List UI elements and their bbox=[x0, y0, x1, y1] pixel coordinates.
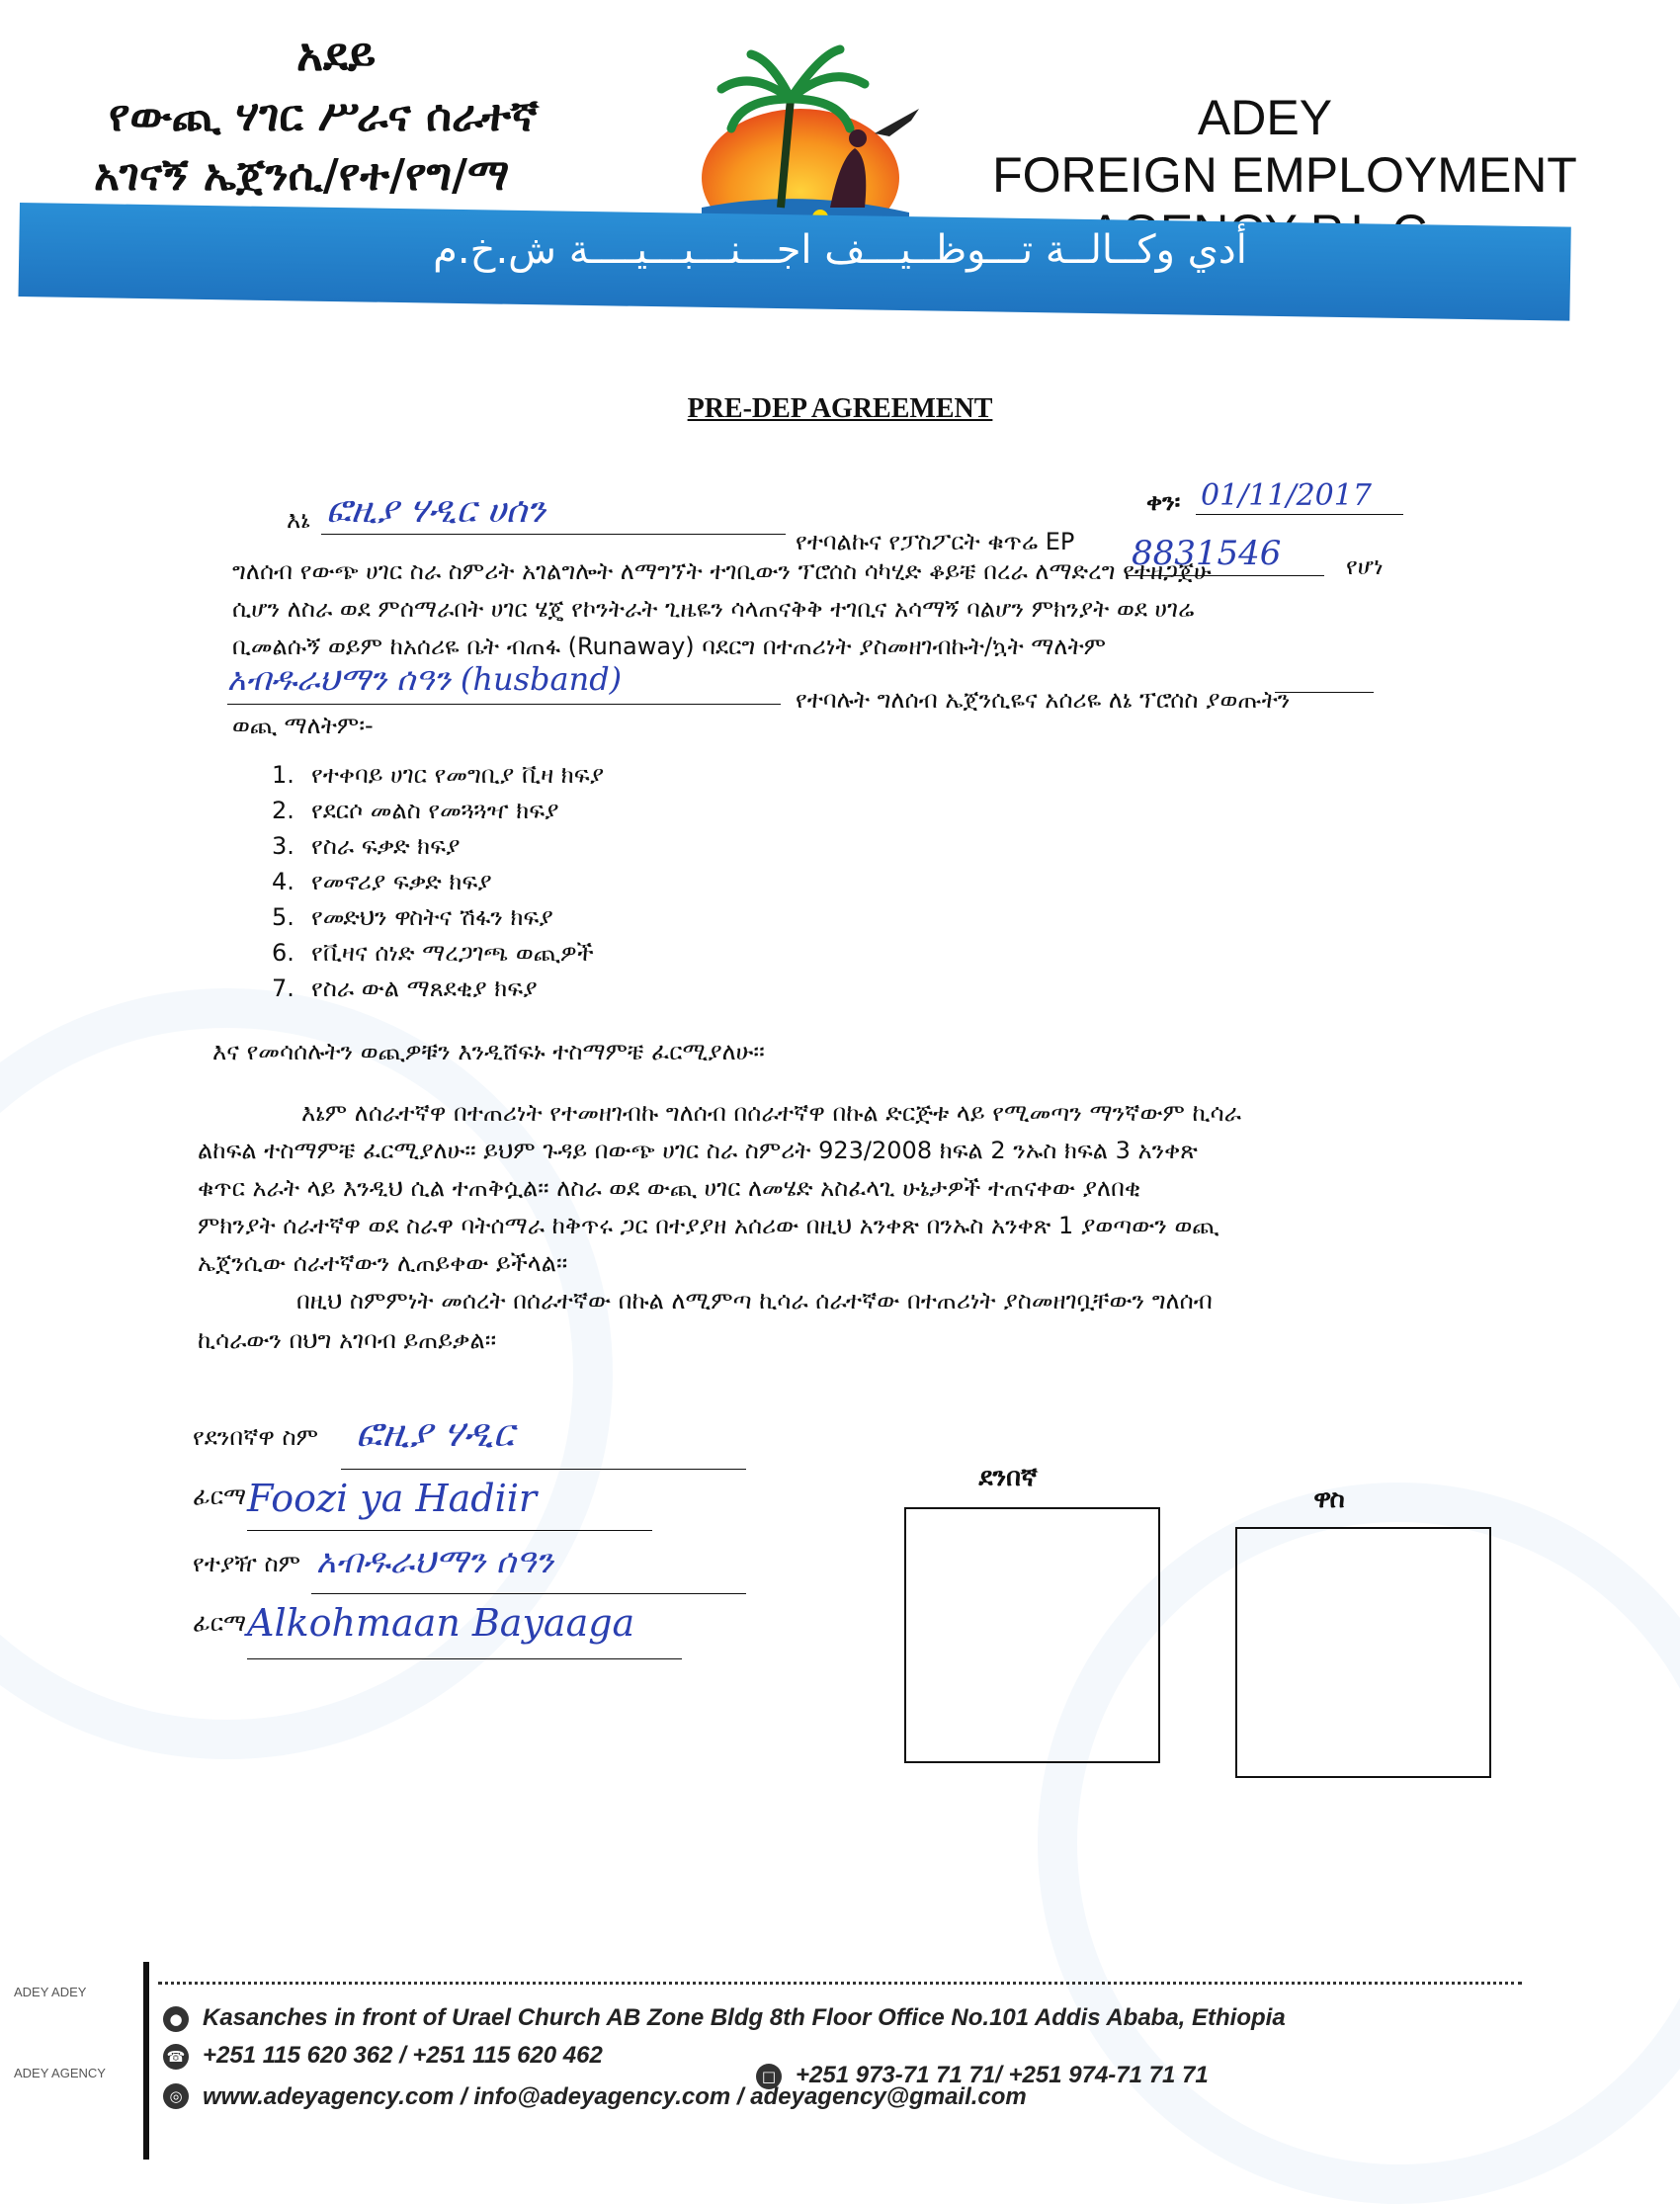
header-am-line2: የውጪ ሃገር ሥራና ሰራተኛ bbox=[109, 91, 539, 141]
date-underline bbox=[1196, 514, 1403, 515]
text-ine: እኔ bbox=[287, 506, 310, 534]
list-item: 3. የስራ ፍቃድ ክፍያ bbox=[272, 832, 461, 860]
paragraph2-line4: ምክንያት ሰራተኛዋ ወደ ስራዋ ባትሰማራ ከቅጥሩ ጋር በተያያዘ አሰሪው በዚህ አንቀጽ በንኡስ አንቀጽ 1 ያወጣውን ወጪ bbox=[198, 1212, 1219, 1239]
location-icon: ● bbox=[163, 2006, 189, 2032]
footer-mobiles: +251 973-71 71 71/ +251 974-71 71 71 bbox=[796, 2062, 1209, 2088]
guarantor-box-label: ዋስ bbox=[1313, 1484, 1345, 1514]
guarantor-sign-label: ፊርማ bbox=[193, 1609, 247, 1637]
header-arabic-text: أدي وكــالــة تـــوظــيـــف اجـــنـــبـــيــــة ش.خ.م bbox=[433, 227, 1247, 273]
guarantor-name-handwritten: አብዱራህማን ሰዓን (husband) bbox=[227, 660, 623, 698]
list-item: 1. የተቀባይ ሀገር የመግቢያ ቪዛ ክፍያ bbox=[272, 761, 605, 789]
applicant-name-underline bbox=[321, 534, 786, 535]
list-item: 6. የቪዛና ሰነድ ማረጋገጫ ወጪዎች bbox=[272, 939, 594, 967]
list-item: 5. የመድህን ዋስትና ሽፋን ክፍያ bbox=[272, 903, 553, 931]
paragraph1-line4: ቢመልሱኝ ወይም ከአሰሪዬ ቤት ብጠፋ (Runaway) ባደርግ በተጠሪነት ያስመዘገብኩት/ኳት ማለትም bbox=[232, 633, 1107, 660]
text-after-guarantor: የተባሉት ግለሰብ ኤጀንሲዬና አሰሪዬ ለኔ ፕሮሰስ ያወጡትን bbox=[796, 686, 1291, 714]
footer-address: Kasanches in front of Urael Church AB Zone Bldg 8th Floor Office No.101 Addis Ababa, Ethiopia bbox=[203, 2004, 1286, 2031]
text-after-name: የተባልኩና የፓስፖርት ቁጥሬ EP bbox=[796, 528, 1075, 555]
client-signature: Foozi ya Hadiir bbox=[247, 1477, 538, 1520]
paragraph3-line1: በዚህ ስምምነት መሰረት በሰራተኛው በኩል ለሚምጣ ኪሳራ ሰራተኛው በተጠሪነት ያስመዘገቧቸውን ግለሰብ bbox=[296, 1287, 1213, 1314]
client-thumbprint-box bbox=[904, 1507, 1160, 1763]
client-name-label: የደንበኛዋ ስም bbox=[193, 1423, 319, 1451]
header-en-line1: ADEY bbox=[1197, 90, 1333, 145]
document-title: PRE-DEP AGREEMENT bbox=[687, 393, 993, 424]
paragraph1-line2: ግለሰብ የውጭ ሀገር ስራ ስምሪት አገልግሎት ለማግኘት ተገቢውን ፕሮሰስ ሳካሂድ ቆይቼ በረራ ለማድረግ የተዘጋጀሁ bbox=[232, 557, 1212, 585]
client-sign-underline bbox=[247, 1530, 652, 1531]
guarantor-sign-underline bbox=[247, 1658, 682, 1659]
guarantor-name-line bbox=[311, 1593, 746, 1594]
footer-dotted-line bbox=[158, 1982, 1522, 1985]
guarantor-thumbprint-box bbox=[1235, 1527, 1491, 1778]
after-list-text: እና የመሳሰሉትን ወጪዎቹን እንዲሸፍኑ ተስማምቼ ፈርሚያለሁ፡፡ bbox=[212, 1038, 765, 1065]
header-am-line3: አገናኝ ኤጀንሲ/የተ/የግ/ማ bbox=[94, 150, 510, 201]
footer-side-label1: ADEY ADEY bbox=[14, 1985, 87, 1999]
guarantor-name-label: የተያዥ ስም bbox=[193, 1550, 301, 1577]
list-item: 2. የደርሶ መልስ የመጓጓዣ ክፍያ bbox=[272, 797, 559, 824]
client-box-label: ደንበኛ bbox=[978, 1463, 1038, 1492]
guarantor-name-underline bbox=[227, 704, 781, 705]
guarantor-name-signature-block: አብዱራህማን ሰዓን bbox=[316, 1542, 553, 1581]
paragraph2-line1: እኔም ለሰራተኛዋ በተጠሪነት የተመዘገብኩ ግለሰብ በሰራተኛዋ በኩል ድርጅቱ ላይ የሚመጣን ማንኛውም ኪሳራ bbox=[301, 1099, 1241, 1127]
phone-icon: ☎ bbox=[163, 2044, 189, 2070]
header-am-line1: አደይ bbox=[296, 28, 377, 81]
header-en-line2: FOREIGN EMPLOYMENT bbox=[992, 147, 1577, 203]
passport-number-handwritten: 8831546 bbox=[1132, 534, 1282, 573]
client-name-handwritten: ፎዚያ ሃዲር bbox=[356, 1411, 515, 1455]
guarantor-signature: Alkohmaan Bayaaga bbox=[247, 1601, 635, 1645]
client-sign-label: ፊርማ bbox=[193, 1483, 247, 1510]
paragraph2-line5: ኤጀንሲው ሰራተኛውን ሊጠይቀው ይችላል፡፡ bbox=[198, 1249, 568, 1277]
paragraph2-line3: ቁጥር አራት ላይ እንዲህ ሲል ተጠቅሷል፡፡ ለስራ ወደ ውጪ ሀገር ለመሄድ አስፈላጊ ሁኔታዎች ተጠናቀው ያለበቂ bbox=[198, 1174, 1141, 1202]
applicant-name-handwritten: ፎዚያ ሃዲር ሀሰን bbox=[326, 490, 546, 531]
mobile-icon: □ bbox=[756, 2064, 782, 2089]
list-item: 7. የስራ ውል ማጸደቂያ ክፍያ bbox=[272, 975, 538, 1002]
paragraph2-line2: ልከፍል ተስማምቼ ፈርሚያለሁ፡፡ ይህም ጉዳይ በውጭ ሀገር ስራ ስምሪት 923/2008 ክፍል 2 ንኡስ ክፍል 3 አንቀጽ bbox=[198, 1137, 1198, 1164]
paragraph3-line2: ኪሳራውን በህግ አገባብ ይጠይቃል፡፡ bbox=[198, 1326, 497, 1354]
paragraph1-line6: ወጪ ማለትም፡- bbox=[232, 712, 374, 739]
date-value: 01/11/2017 bbox=[1201, 478, 1372, 513]
footer-vertical-bar bbox=[143, 1962, 149, 2160]
footer-web: www.adeyagency.com / info@adeyagency.com / adeyagency@gmail.com bbox=[203, 2083, 1027, 2110]
expense-list bbox=[272, 761, 604, 1010]
client-name-underline bbox=[341, 1469, 746, 1470]
globe-icon: ◎ bbox=[163, 2083, 189, 2109]
footer-phones: +251 115 620 362 / +251 115 620 462 bbox=[203, 2042, 603, 2069]
text-after-passport: የሆነ bbox=[1346, 552, 1384, 580]
footer-side-label2: ADEY AGENCY bbox=[14, 2066, 106, 2080]
list-item: 4. የመኖሪያ ፍቃድ ክፍያ bbox=[272, 868, 492, 895]
paragraph1-line3: ሲሆን ለስራ ወደ ምሰማራበት ሀገር ሄጄ የኮንትራት ጊዜዬን ሳላጠናቅቅ ተገቢና አሳማኝ ባልሆን ምክንያት ወደ ሀገሬ bbox=[232, 595, 1195, 623]
date-label: ቀን፡ bbox=[1146, 488, 1181, 516]
